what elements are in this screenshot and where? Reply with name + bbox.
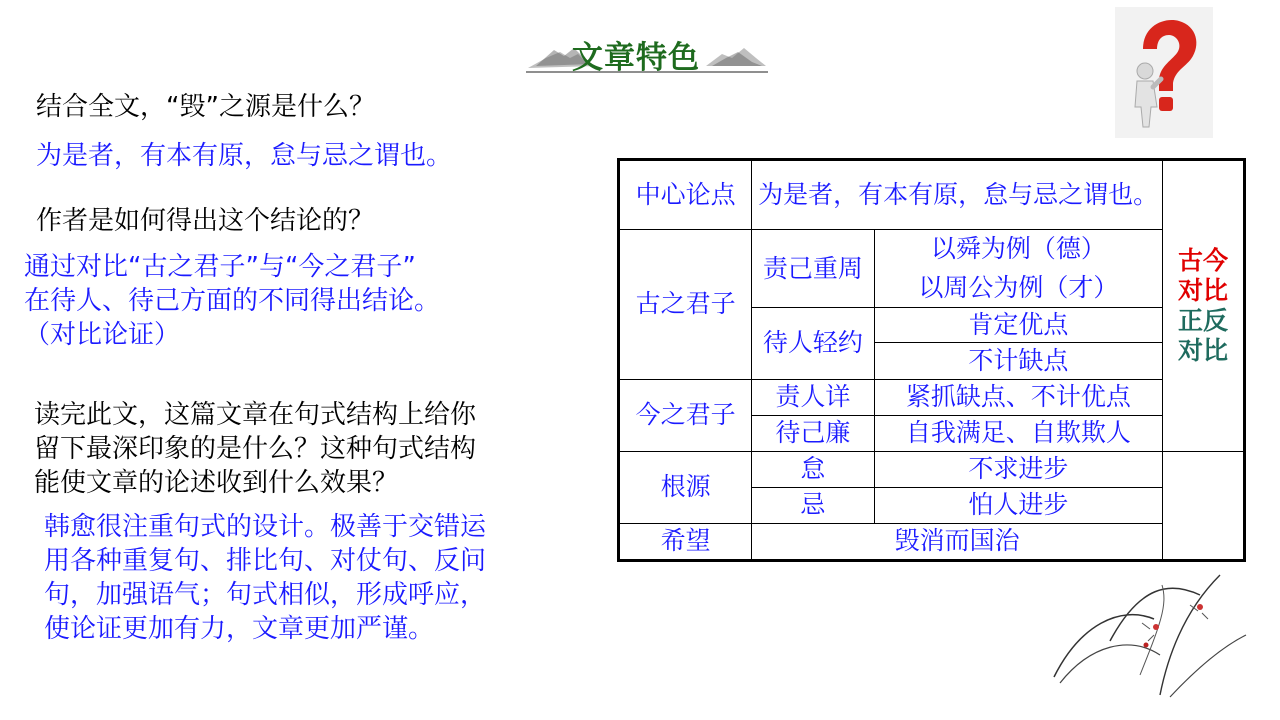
hope-text: 毁消而国治	[752, 523, 1163, 560]
ancient-gentleman-label: 古之君子	[619, 230, 752, 379]
orchid-ink-decoration	[1050, 565, 1250, 705]
answer-3	[44, 510, 604, 646]
modern-sub2-desc: 自我满足、自欺欺人	[874, 415, 1163, 451]
ancient-sub2-desc2: 不计缺点	[874, 343, 1163, 379]
question-3-line: 读完此文，这篇文章在句式结构上给你	[34, 400, 477, 430]
table-row	[619, 451, 1245, 487]
side-blank	[1163, 451, 1245, 560]
question-mark-figure	[1115, 7, 1213, 138]
answer-3-line: 韩愈很注重句式的设计。极善于交错运	[44, 512, 487, 542]
question-2: 作者是如何得出这个结论的？	[36, 206, 375, 236]
question-1: 结合全文，“毁”之源是什么？	[36, 92, 375, 122]
root-label: 根源	[619, 451, 752, 523]
question-3-line: 能使文章的论述收到什么效果？	[34, 468, 399, 498]
modern-gentleman-label: 今之君子	[619, 379, 752, 451]
answer-3-line: 使论证更加有力，文章更加严谨。	[44, 614, 435, 644]
ancient-sub2-desc1: 肯定优点	[874, 308, 1163, 343]
question-3-line: 留下最深印象的是什么？这种句式结构	[34, 434, 477, 464]
table-row	[619, 523, 1245, 560]
summary-table	[617, 158, 1246, 562]
modern-sub2-label: 待己廉	[752, 415, 874, 451]
side-summary-bottom: 正反对比	[1178, 305, 1229, 365]
answer-3-line: 用各种重复句、排比句、对仗句、反问	[44, 546, 487, 576]
ancient-sub1-label: 责己重周	[752, 230, 874, 308]
center-argument-text: 为是者，有本有原，怠与忌之谓也。	[752, 160, 1163, 230]
question-3	[34, 398, 594, 500]
table-row	[619, 230, 1245, 268]
answer-1: 为是者，有本有原，怠与忌之谓也。	[36, 141, 453, 171]
answer-2	[24, 250, 584, 352]
answer-2-line: 在待人、待己方面的不同得出结论。	[24, 286, 441, 316]
side-summary	[1163, 160, 1245, 452]
side-summary-top: 古今对比	[1178, 245, 1229, 305]
table-row	[619, 160, 1245, 230]
title-banner	[526, 28, 768, 74]
ancient-sub1-desc2: 以周公为例（才）	[874, 268, 1163, 308]
answer-2-line: （对比论证）	[24, 320, 181, 350]
ancient-sub1-desc1: 以舜为例（德）	[874, 230, 1163, 268]
hope-label: 希望	[619, 523, 752, 560]
root-sub1-label: 怠	[752, 451, 874, 487]
ancient-sub2-label: 待人轻约	[752, 308, 874, 379]
root-sub2-label: 忌	[752, 487, 874, 523]
root-sub1-desc: 不求进步	[874, 451, 1163, 487]
modern-sub1-label: 责人详	[752, 379, 874, 415]
question-mark-icon	[1115, 7, 1213, 138]
root-sub2-desc: 怕人进步	[874, 487, 1163, 523]
modern-sub1-desc: 紧抓缺点、不计优点	[874, 379, 1163, 415]
answer-2-line: 通过对比“古之君子”与“今之君子”	[24, 252, 416, 282]
answer-3-line: 句，加强语气；句式相似，形成呼应，	[44, 580, 487, 610]
page-title: 文章特色	[572, 40, 700, 76]
table-row	[619, 379, 1245, 415]
center-argument-label: 中心论点	[619, 160, 752, 230]
